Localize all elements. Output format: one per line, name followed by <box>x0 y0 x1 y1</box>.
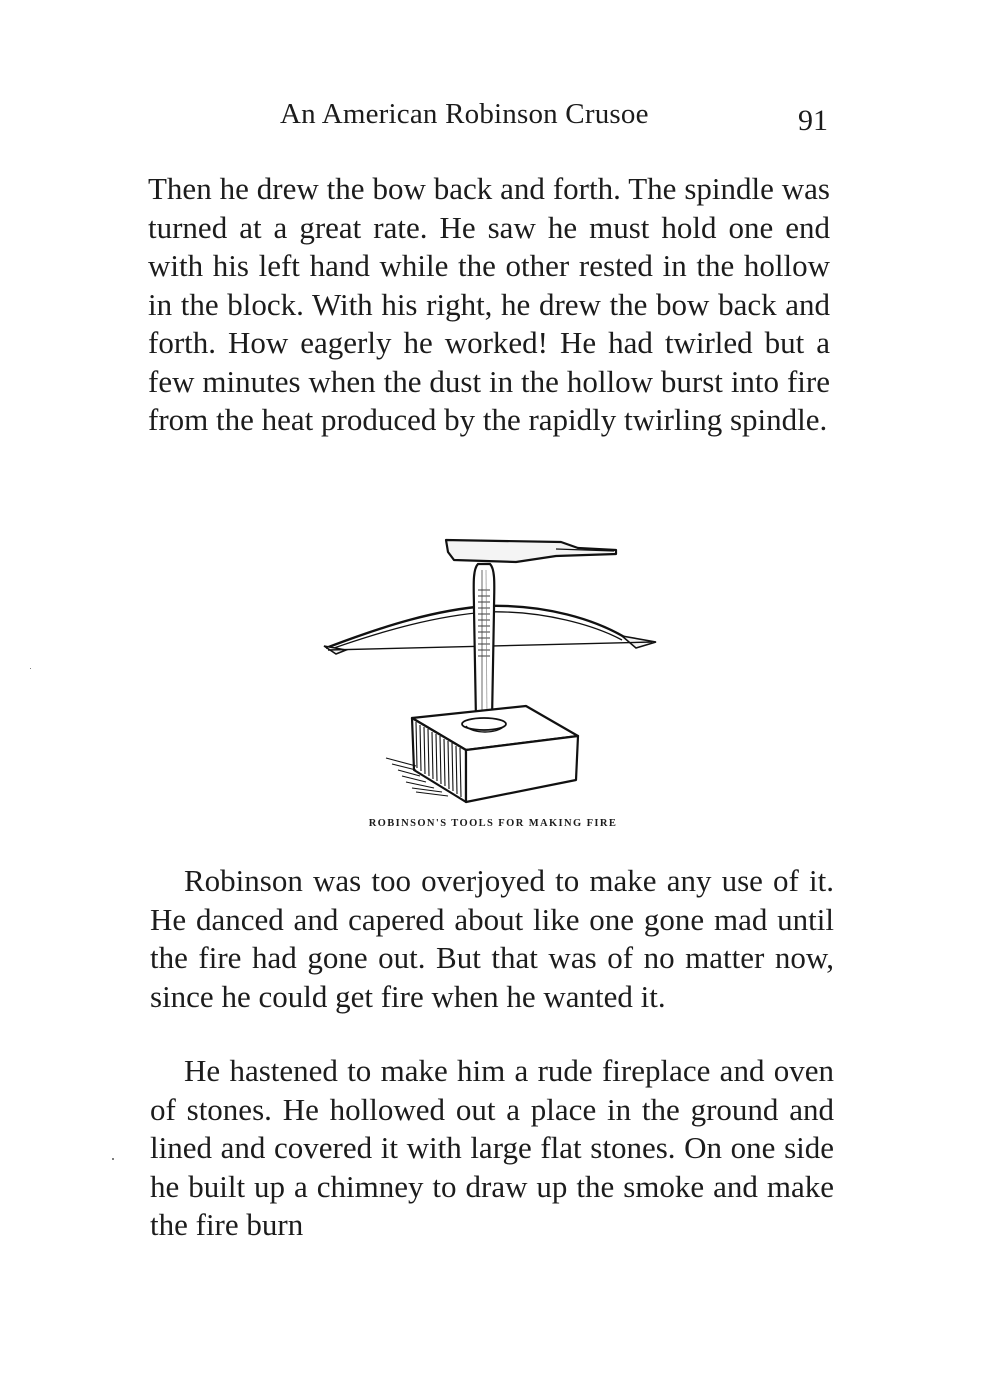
page-speck <box>112 1158 114 1160</box>
page-speck <box>30 668 31 669</box>
page-number: 91 <box>798 104 828 137</box>
paragraph-2: Robinson was too overjoyed to make any use of it. He danced and capered about like one gone mad until the fire had gone out. But that was of no matter now, since he could get fire when he wanted it. <box>150 863 834 1014</box>
bow-drill-illustration <box>316 530 666 815</box>
running-title: An American Robinson Crusoe <box>280 98 649 130</box>
paragraph-1: Then he drew the bow back and forth. The spindle was turned at a great rate. He saw he must hold one end with his left hand while the other rested in the hollow in the block. With his right, he drew the bow back and forth. How eagerly he worked! He had twirled but a few minutes when the dust in the hollow burst into fire from the heat produced by the rapidly twirling spindle. <box>148 171 830 437</box>
running-head <box>148 98 830 138</box>
paragraph-3: He hastened to make him a rude fireplace and oven of stones. He hollowed out a place in the ground and lined and covered it with large flat stones. On one side he built up a chimney to draw up the smoke and make the fire burn <box>150 1053 834 1242</box>
figure-caption: ROBINSON'S TOOLS FOR MAKING FIRE <box>368 818 618 829</box>
